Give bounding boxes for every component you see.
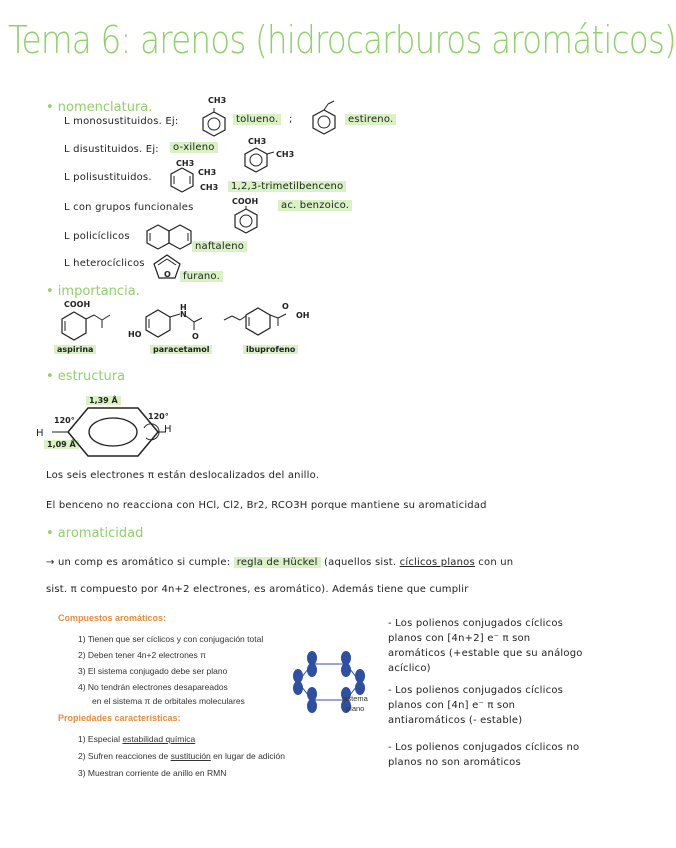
toluene-ch3: CH3 <box>208 96 227 105</box>
tmb-ch3-b: CH3 <box>198 168 217 177</box>
note-antiaromatic-line: antiaromáticos (- estable) <box>388 715 523 726</box>
naphthalene-name: naftaleno <box>192 241 247 252</box>
toluene-structure <box>200 108 228 136</box>
toluene-name: tolueno. <box>233 114 281 125</box>
note-nonaromatic <box>388 740 579 770</box>
section-nomenclatura: • nomenclatura. <box>46 100 153 115</box>
paracetamol-structure <box>140 308 210 338</box>
note-aromatic-line: planos con [4n+2] e⁻ π son <box>388 633 531 644</box>
prop-1-b: estabilidad química <box>122 734 196 744</box>
estructura-text1: Los seis electrones π están deslocalizados del anillo. <box>46 470 320 481</box>
note-antiaromatic-line: - Los polienos conjugados cíclicos <box>388 685 564 696</box>
box-item-4b: en el sistema π de orbitales moleculares <box>92 696 245 706</box>
aromaticidad-line1-c: (aquellos sist. <box>324 557 397 568</box>
naphthalene-structure <box>146 224 194 250</box>
huckel-rule: regla de Hückel <box>234 557 321 568</box>
prop-2-c: en lugar de adición <box>213 751 286 761</box>
bond-cc-length: 1,39 Å <box>86 396 121 405</box>
prop-2 <box>78 751 285 761</box>
box-item-1: 1) Tienen que ser cíclicos y con conjugación total <box>78 634 264 644</box>
ibuprofen-structure <box>222 306 298 336</box>
oxylene-structure <box>242 146 272 176</box>
prop-3: 3) Muestran corriente de anillo en RMN <box>78 768 227 778</box>
section-importancia: • importancia. <box>46 284 140 299</box>
mono-separator: ; <box>289 114 293 125</box>
note-antiaromatic <box>388 683 563 728</box>
oxylene-ch3-b: CH3 <box>276 150 295 159</box>
aromaticidad-line1-d: cíclicos planos <box>399 557 475 568</box>
di-label: L disustituidos. Ej: <box>64 144 159 155</box>
paracetamol-o: O <box>192 332 199 341</box>
bond-ch-length: 1,09 Å <box>44 440 79 449</box>
aspirin-name: aspirina <box>54 345 96 354</box>
tmb-structure <box>168 166 198 194</box>
box-item-4: 4) No tendrán electrones desapareados <box>78 682 228 692</box>
oxylene-name: o-xileno <box>170 142 218 153</box>
note-aromatic <box>388 616 583 676</box>
tmb-ch3-a: CH3 <box>176 159 195 168</box>
diagram-label-1: sistema <box>342 694 368 703</box>
benzoic-structure <box>232 206 260 234</box>
aromaticidad-line2: sist. π compuesto por 4n+2 electrones, es aromático). Además tiene que cumplir <box>46 584 469 595</box>
note-aromatic-line: acíclico) <box>388 663 431 674</box>
policiclicos-label: L policíclicos <box>64 231 130 242</box>
prop-2-a: 2) Sufren reacciones de <box>78 751 169 761</box>
box-item-3: 3) El sistema conjugado debe ser plano <box>78 666 228 676</box>
tmb-ch3-c: CH3 <box>200 183 219 192</box>
orbital-diagram <box>294 652 364 712</box>
paracetamol-n: N <box>180 310 187 319</box>
styrene-structure <box>310 100 340 136</box>
poli-label: L polisustituidos. <box>64 172 152 183</box>
hetero-label: L heterocíclicos <box>64 258 145 269</box>
paracetamol-ho: HO <box>128 330 142 339</box>
prop-2-b: sustitución <box>170 751 211 761</box>
prop-1 <box>78 734 195 744</box>
ibuprofen-oh: OH <box>296 311 310 320</box>
section-estructura: • estructura <box>46 369 126 384</box>
ibuprofen-name: ibuprofeno <box>243 345 298 354</box>
box-item-2: 2) Deben tener 4n+2 electrones π <box>78 650 207 660</box>
aspirin-structure <box>60 310 120 342</box>
func-label: L con grupos funcionales <box>64 202 194 213</box>
paracetamol-name: paracetamol <box>150 345 212 354</box>
note-nonaromatic-line: planos no son aromáticos <box>388 757 521 768</box>
tmb-name: 1,2,3-trimetilbenceno <box>228 181 346 192</box>
angle-right: 120° <box>148 412 169 421</box>
diagram-label-2: plano <box>346 704 365 713</box>
aromaticidad-line1-e: con un <box>478 557 514 568</box>
prop-1-a: 1) Especial <box>78 734 121 744</box>
ibuprofen-o: O <box>282 302 289 311</box>
box-title-compuestos: Compuestos aromáticos: <box>58 613 167 623</box>
benzoic-name: ac. benzoico. <box>278 200 352 211</box>
estructura-text2: El benceno no reacciona con HCl, Cl2, Br2, RCO3H porque mantiene su aromaticidad <box>46 500 487 511</box>
aspirin-cooh: COOH <box>64 300 91 309</box>
aromaticidad-line1 <box>46 557 513 568</box>
note-nonaromatic-line: - Los polienos conjugados cíclicos no <box>388 742 580 753</box>
furan-oxygen: O <box>164 270 171 279</box>
benzene-structure <box>66 404 162 460</box>
furan-name: furano. <box>180 271 223 282</box>
note-aromatic-line: - Los polienos conjugados cíclicos <box>388 618 564 629</box>
benzoic-cooh: COOH <box>232 197 259 206</box>
note-antiaromatic-line: planos con [4n] e⁻ π son <box>388 700 516 711</box>
page-title: Tema 6: arenos (hidrocarburos aromáticos) <box>8 18 676 62</box>
angle-left: 120° <box>54 416 75 425</box>
aromaticidad-line1-a: → un comp es aromático si cumple: <box>46 557 231 568</box>
section-aromaticidad: • aromaticidad <box>46 526 144 541</box>
styrene-name: estireno. <box>345 114 396 125</box>
oxylene-ch3-a: CH3 <box>248 137 267 146</box>
box-title-propiedades: Propiedades características: <box>58 713 181 723</box>
benzene-h-left: H <box>36 428 44 439</box>
note-aromatic-line: aromáticos (+estable que su análogo <box>388 648 583 659</box>
mono-label: L monosustituidos. Ej: <box>64 116 179 127</box>
benzene-h-right: H <box>164 424 172 435</box>
paracetamol-h: H <box>180 303 187 312</box>
